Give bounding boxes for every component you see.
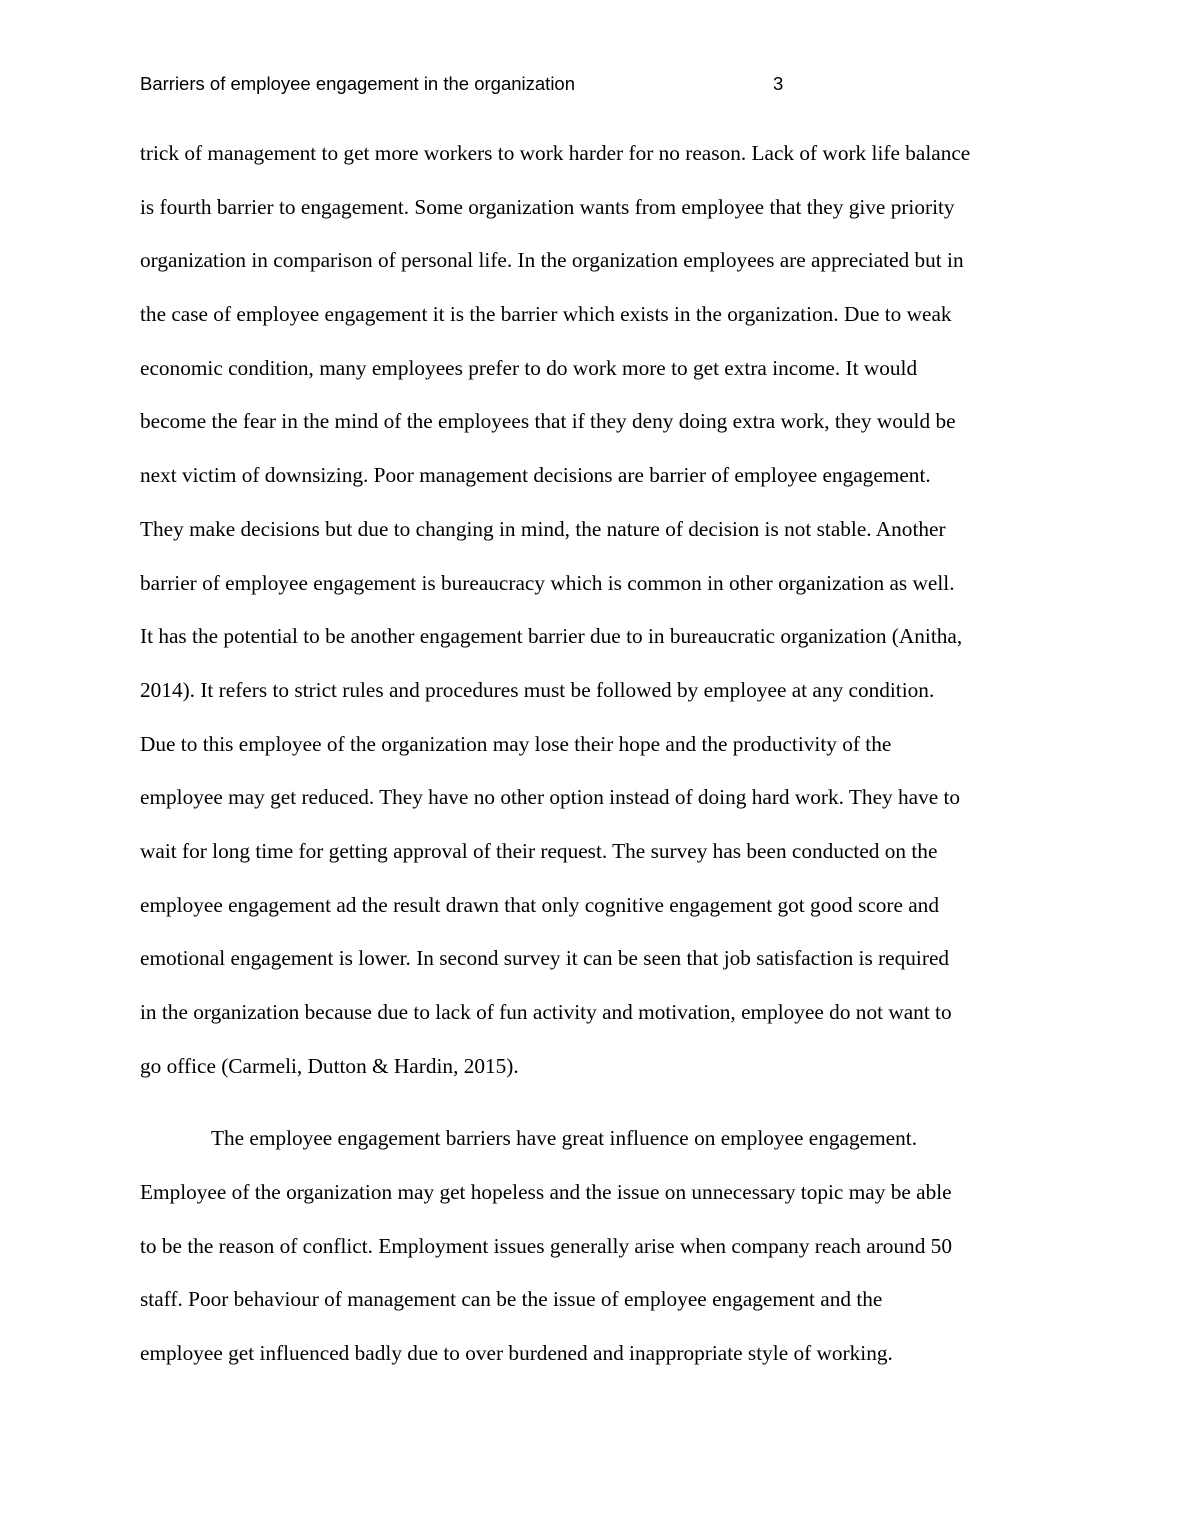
- text-line: Due to this employee of the organization may lose their hope and the productivity of the: [140, 731, 892, 756]
- running-header: [140, 71, 840, 97]
- text-line: trick of management to get more workers to work harder for no reason. Lack of work life balance: [140, 141, 971, 165]
- text-line: organization in comparison of personal life. In the organization employees are appreciated but in: [140, 248, 964, 273]
- text-line: emotional engagement is lower. In second survey it can be seen that job satisfaction is required: [140, 946, 950, 971]
- text-line: It has the potential to be another engagement barrier due to in bureaucratic organization (Anitha,: [140, 624, 963, 649]
- paragraph-spacing: [140, 1093, 1052, 1112]
- text-line: the case of employee engagement it is the barrier which exists in the organization. Due to weak: [140, 302, 952, 327]
- text-line: employee may get reduced. They have no other option instead of doing hard work. They have to: [140, 785, 961, 810]
- text-line: become the fear in the mind of the employees that if they deny doing extra work, they would be: [140, 409, 956, 434]
- page-number: 3: [773, 73, 784, 94]
- text-line: They make decisions but due to changing in mind, the nature of decision is not stable. Another: [140, 516, 946, 541]
- text-line: economic condition, many employees prefer to do work more to get extra income. It would: [140, 355, 918, 380]
- text-line: barrier of employee engagement is bureaucracy which is common in other organization as well.: [140, 570, 955, 595]
- text-line: go office (Carmeli, Dutton & Hardin, 2015).: [140, 1053, 519, 1078]
- text-line: employee get influenced badly due to over burdened and inappropriate style of working.: [140, 1341, 893, 1366]
- text-line: Employee of the organization may get hopeless and the issue on unnecessary topic may be able: [140, 1180, 952, 1205]
- text-line: is fourth barrier to engagement. Some organization wants from employee that they give priority: [140, 194, 955, 219]
- text-line: next victim of downsizing. Poor management decisions are barrier of employee engagement.: [140, 463, 931, 488]
- text-line: employee engagement ad the result drawn that only cognitive engagement got good score and: [140, 892, 939, 917]
- paragraph-1: [140, 127, 1052, 1093]
- text-line: in the organization because due to lack of fun activity and motivation, employee do not want to: [140, 1000, 952, 1024]
- paragraph-2: [140, 1112, 1052, 1380]
- text-line: wait for long time for getting approval of their request. The survey has been conducted on the: [140, 838, 938, 863]
- text-line-indented: The employee engagement barriers have great influence on employee engagement.: [211, 1126, 918, 1151]
- text-line: 2014). It refers to strict rules and procedures must be followed by employee at any condition.: [140, 677, 935, 702]
- text-line: to be the reason of conflict. Employment issues generally arise when company reach around 50: [140, 1233, 952, 1258]
- text-line: staff. Poor behaviour of management can be the issue of employee engagement and the: [140, 1287, 883, 1312]
- header-title: Barriers of employee engagement in the organization: [140, 73, 576, 94]
- body-text: [140, 127, 1052, 1381]
